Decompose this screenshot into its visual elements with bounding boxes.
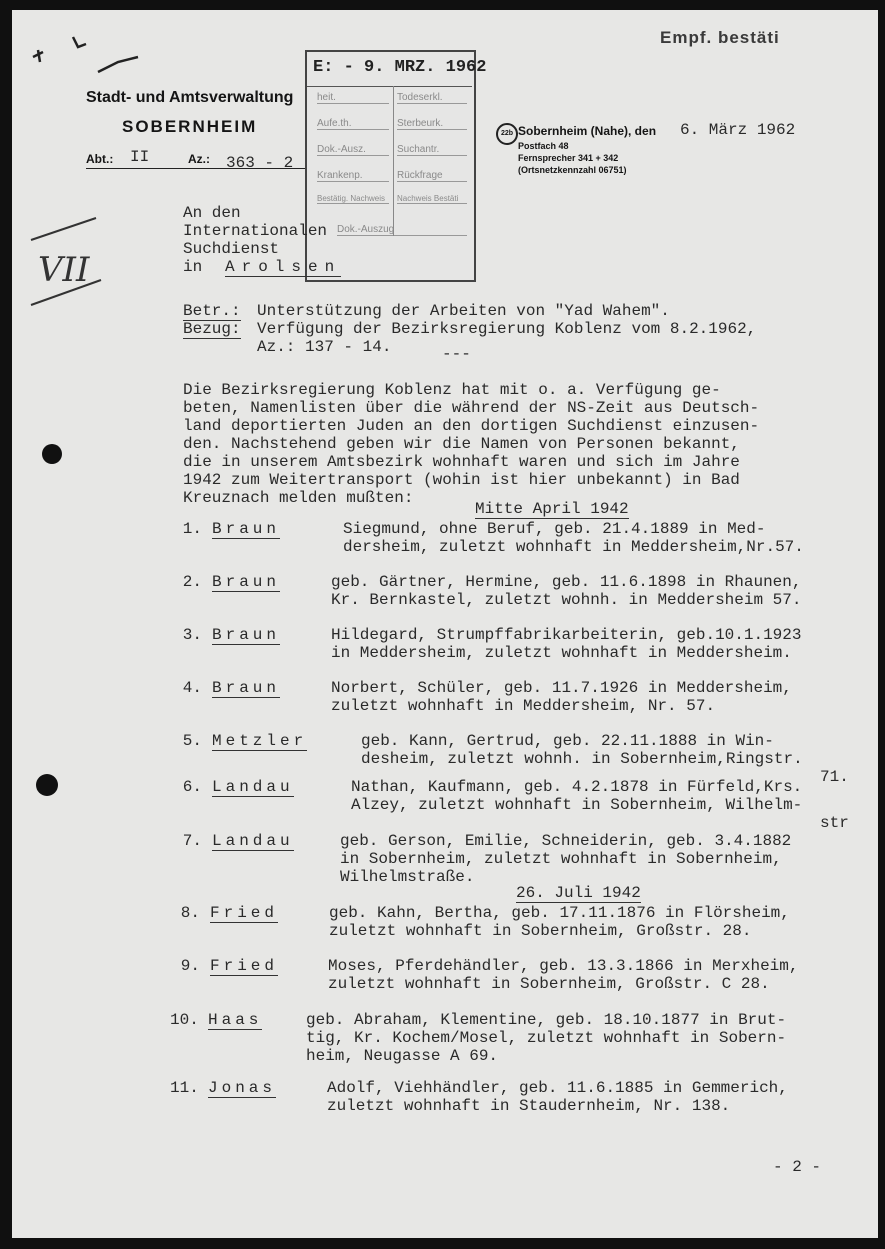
entry-detail-line: zuletzt wohnhaft in Sobernheim, Großstr. C 28.	[328, 975, 770, 993]
body-line: land deportierten Juden an den dortigen Suchdienst einzusen-	[183, 417, 760, 435]
entry-detail-line: Nathan, Kaufmann, geb. 4.2.1878 in Fürfeld,Krs.	[351, 778, 803, 796]
entry-number: 2.	[182, 573, 202, 591]
page-continuation: - 2 -	[773, 1158, 822, 1176]
entry-detail-line: str	[820, 814, 849, 832]
entry-detail-line: Norbert, Schüler, geb. 11.7.1926 in Meddersheim,	[331, 679, 792, 697]
entry-detail-line: geb. Kann, Gertrud, geb. 22.11.1888 in Win-	[361, 732, 774, 750]
org-city: SOBERNHEIM	[122, 117, 258, 136]
entry-number: 10.	[170, 1011, 199, 1029]
az-label: Az.:	[188, 152, 210, 166]
handwritten-note: Empf. bestäti	[660, 28, 780, 47]
entry-surname: Braun	[212, 573, 281, 591]
separator: ---	[442, 345, 471, 363]
body-line: Kreuznach melden mußten:	[183, 489, 414, 507]
stamp-cell: Aufe.th.	[317, 118, 389, 130]
entry-detail-line: 71.	[820, 768, 849, 786]
body-line: den. Nachstehend geben wir die Namen von Personen bekannt,	[183, 435, 740, 453]
body-line: die in unserem Amtsbezirk wohnhaft waren und sich im Jahre	[183, 453, 740, 471]
entry-detail-line: in Sobernheim, zuletzt wohnhaft in Sobernheim,	[340, 850, 782, 868]
abt-label: Abt.:	[86, 152, 114, 166]
stamp-cell: heit.	[317, 92, 389, 104]
stamp-cell: Dok.-Ausz.	[317, 144, 389, 156]
entry-surname: Landau	[212, 778, 294, 796]
stamp-cell: Suchantr.	[397, 144, 467, 156]
abt-value: II	[130, 148, 150, 166]
margin-bracket-icon	[26, 210, 106, 320]
recipient-line: Internationalen	[183, 222, 328, 240]
punch-hole	[36, 774, 58, 796]
post-code-badge: 22b	[496, 123, 518, 145]
entry-detail-line: Wilhelmstraße.	[340, 868, 475, 886]
place-date-prefix: Sobernheim (Nahe), den	[518, 124, 657, 138]
entry-detail-line: zuletzt wohnhaft in Meddersheim, Nr. 57.	[331, 697, 716, 715]
entry-number: 4.	[182, 679, 202, 697]
entry-number: 8.	[180, 904, 200, 922]
recipient-line: An den	[183, 204, 241, 222]
stamp-date-box	[307, 52, 487, 87]
betr-label: Betr.:	[183, 302, 241, 320]
entry-detail-line: Alzey, zuletzt wohnhaft in Sobernheim, Wilhelm-	[351, 796, 803, 814]
entry-number: 1.	[182, 520, 202, 538]
section-heading: 26. Juli 1942	[516, 884, 641, 902]
entry-number: 3.	[182, 626, 202, 644]
recipient-line: in	[183, 258, 203, 276]
body-line: 1942 zum Weitertransport (wohin ist hier unbekannt) in Bad	[183, 471, 740, 489]
stamp-cell: Nachweis Bestäti	[397, 194, 467, 204]
entry-detail-line: heim, Neugasse A 69.	[306, 1047, 499, 1065]
punch-hole	[42, 444, 62, 464]
entry-number: 5.	[182, 732, 202, 750]
ortsnetz: (Ortsnetzkennzahl 06751)	[518, 165, 627, 175]
letter-date: 6. März 1962	[680, 121, 796, 139]
entry-surname: Braun	[212, 679, 281, 697]
entry-detail-line: Siegmund, ohne Beruf, geb. 21.4.1889 in Med-	[343, 520, 766, 538]
az-value: 363 - 2	[226, 154, 294, 172]
postfach: Postfach 48	[518, 141, 569, 151]
body-paragraph	[183, 381, 759, 507]
entry-detail-line: zuletzt wohnhaft in Staudernheim, Nr. 138.	[327, 1097, 731, 1115]
entry-detail-line: tig, Kr. Kochem/Mosel, zuletzt wohnhaft in Sobern-	[306, 1029, 787, 1047]
reference-rule	[86, 168, 306, 169]
corner-scribble-icon	[28, 32, 148, 82]
entry-number: 9.	[180, 957, 200, 975]
stamp-cell: Sterbeurk.	[397, 118, 467, 130]
entry-detail-line: Adolf, Viehhändler, geb. 11.6.1885 in Gemmerich,	[327, 1079, 788, 1097]
entry-number: 7.	[182, 832, 202, 850]
stamp-cell: Krankenp.	[317, 170, 389, 182]
bezug-label: Bezug:	[183, 320, 241, 338]
entry-surname: Braun	[212, 520, 281, 538]
entry-detail-line: Hildegard, Strumpffabrikarbeiterin, geb.10.1.1923	[331, 626, 802, 644]
entry-detail-line: geb. Kahn, Bertha, geb. 17.11.1876 in Flörsheim,	[329, 904, 790, 922]
recipient-line: Suchdienst	[183, 240, 280, 258]
bezug-text: Verfügung der Bezirksregierung Koblenz vom 8.2.1962,	[257, 320, 757, 338]
entry-surname: Fried	[210, 904, 279, 922]
stamp-date: E: - 9. MRZ. 1962	[313, 58, 487, 77]
entry-detail-line: Kr. Bernkastel, zuletzt wohnh. in Meddersheim 57.	[331, 591, 802, 609]
body-line: Die Bezirksregierung Koblenz hat mit o. a. Verfügung ge-	[183, 381, 721, 399]
entry-detail-line: dersheim, zuletzt wohnhaft in Meddersheim,Nr.57.	[343, 538, 804, 556]
stamp-cell: Rückfrage	[397, 170, 467, 182]
fernsprecher: Fernsprecher 341 + 342	[518, 153, 619, 163]
entry-surname: Jonas	[208, 1079, 277, 1097]
org-name: Stadt- und Amtsverwaltung	[86, 89, 294, 106]
recipient-city: Arolsen	[225, 258, 342, 276]
entry-detail-line: in Meddersheim, zuletzt wohnhaft in Meddersheim.	[331, 644, 792, 662]
stamp-cell: Todeserkl.	[397, 92, 467, 104]
body-line: beten, Namenlisten über die während der NS-Zeit aus Deutsch-	[183, 399, 760, 417]
stamp-cell: Bestätig. Nachweis	[317, 194, 389, 204]
entry-detail-line: Moses, Pferdehändler, geb. 13.3.1866 in Merxheim,	[328, 957, 799, 975]
entry-detail-line: desheim, zuletzt wohnh. in Sobernheim,Ringstr.	[361, 750, 803, 768]
received-stamp	[305, 50, 487, 282]
entry-detail-line: geb. Gärtner, Hermine, geb. 11.6.1898 in Rhaunen,	[331, 573, 802, 591]
betr-text: Unterstützung der Arbeiten von "Yad Wahem".	[257, 302, 670, 320]
entry-surname: Metzler	[212, 732, 308, 750]
stamp-cell: Dok.-Auszug	[337, 224, 467, 236]
entry-detail-line: geb. Abraham, Klementine, geb. 18.10.1877 in Brut-	[306, 1011, 787, 1029]
entry-surname: Braun	[212, 626, 281, 644]
entry-number: 11.	[170, 1079, 199, 1097]
entry-surname: Fried	[210, 957, 279, 975]
handwritten-margin-mark: VII	[38, 250, 90, 290]
entry-number: 6.	[182, 778, 202, 796]
entry-detail-line: zuletzt wohnhaft in Sobernheim, Großstr. 28.	[329, 922, 752, 940]
entry-surname: Landau	[212, 832, 294, 850]
section-heading: Mitte April 1942	[475, 500, 629, 518]
bezug-text: Az.: 137 - 14.	[257, 338, 392, 356]
entry-detail-line: geb. Gerson, Emilie, Schneiderin, geb. 3.4.1882	[340, 832, 792, 850]
entry-surname: Haas	[208, 1011, 263, 1029]
